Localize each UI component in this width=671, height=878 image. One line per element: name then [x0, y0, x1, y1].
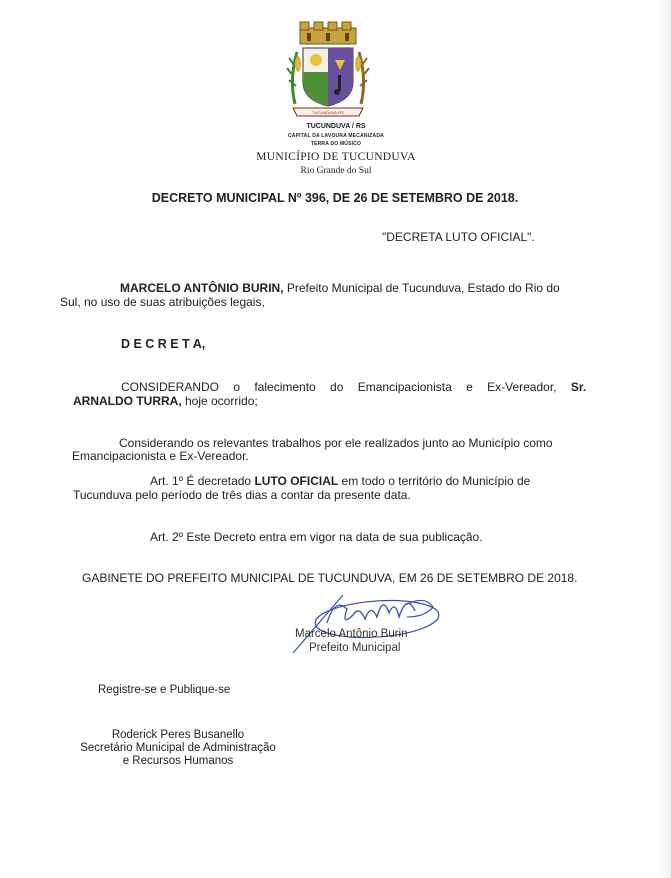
decree-title: DECRETO MUNICIPAL Nº 396, DE 26 DE SETEMBRO DE 2018. [151, 191, 519, 205]
mayor-signature-name: Marcelo Antônio Burin [295, 628, 408, 640]
municipal-coat-of-arms-icon [283, 20, 373, 120]
article-1-text-a: em todo o território do Município de [338, 474, 531, 488]
state-subheading: Rio Grande do Sul [300, 166, 372, 176]
article-1-bold: LUTO OFICIAL [254, 474, 339, 488]
register-publish-note: Registre-se e Publique-se [98, 684, 231, 696]
secretary-role-2: e Recursos Humanos [122, 755, 234, 767]
considering-1-text-b: hoje ocorrido; [181, 394, 258, 408]
article-1-line-1 [150, 474, 588, 488]
closing-line: GABINETE DO PREFEITO MUNICIPAL DE TUCUNDUVA, EM 26 DE SETEMBRO DE 2018. [82, 571, 578, 585]
preamble-text-1: Prefeito Municipal de Tucunduva, Estado do Rio do [283, 281, 560, 295]
article-1-line-2: Tucunduva pelo período de três dias a contar da presente data. [73, 488, 411, 502]
tagline-2: TERRA DO MÚSICO [310, 141, 362, 147]
deceased-name: ARNALDO TURRA, [73, 394, 182, 408]
decreta-heading: D E C R E T A, [121, 337, 206, 351]
preamble-line-2: Sul, no uso de suas atribuições legais, [60, 295, 265, 309]
tagline-1: CAPITAL DA LAVOURA MECANIZADA [288, 133, 384, 139]
article-2: Art. 2º Este Decreto entra em vigor na data de sua publicação. [150, 530, 483, 544]
decree-summary: "DECRETA LUTO OFICIAL". [382, 230, 535, 244]
secretary-name: Roderick Peres Busanello [111, 729, 245, 741]
scan-edge-shadow [657, 0, 671, 878]
considering-2-line-1: Considerando os relevantes trabalhos por ele realizados junto ao Município como [119, 436, 553, 450]
considering-2-line-2: Emancipacionista e Ex-Vereador. [72, 449, 249, 463]
secretary-role-1: Secretário Municipal de Administração [80, 742, 276, 754]
considering-1-title: Sr. [570, 380, 587, 394]
mayor-name: MARCELO ANTÔNIO BURIN, [120, 281, 284, 295]
mayor-signature-role: Prefeito Municipal [309, 642, 401, 654]
municipality-heading: MUNICÍPIO DE TUCUNDUVA [256, 151, 416, 163]
city-state-label: TUCUNDUVA / RS [306, 123, 366, 130]
considering-1-line-1 [121, 380, 587, 394]
crest-banner-text: TUCUNDUVA-RS [312, 110, 344, 115]
preamble-line-1 [73, 281, 589, 295]
considering-1-line-2 [73, 394, 589, 408]
article-1-label: Art. 1º É decretado [150, 474, 255, 488]
considering-1-text-a: CONSIDERANDO o falecimento do Emancipacionista e Ex-Vereador, [121, 380, 571, 394]
